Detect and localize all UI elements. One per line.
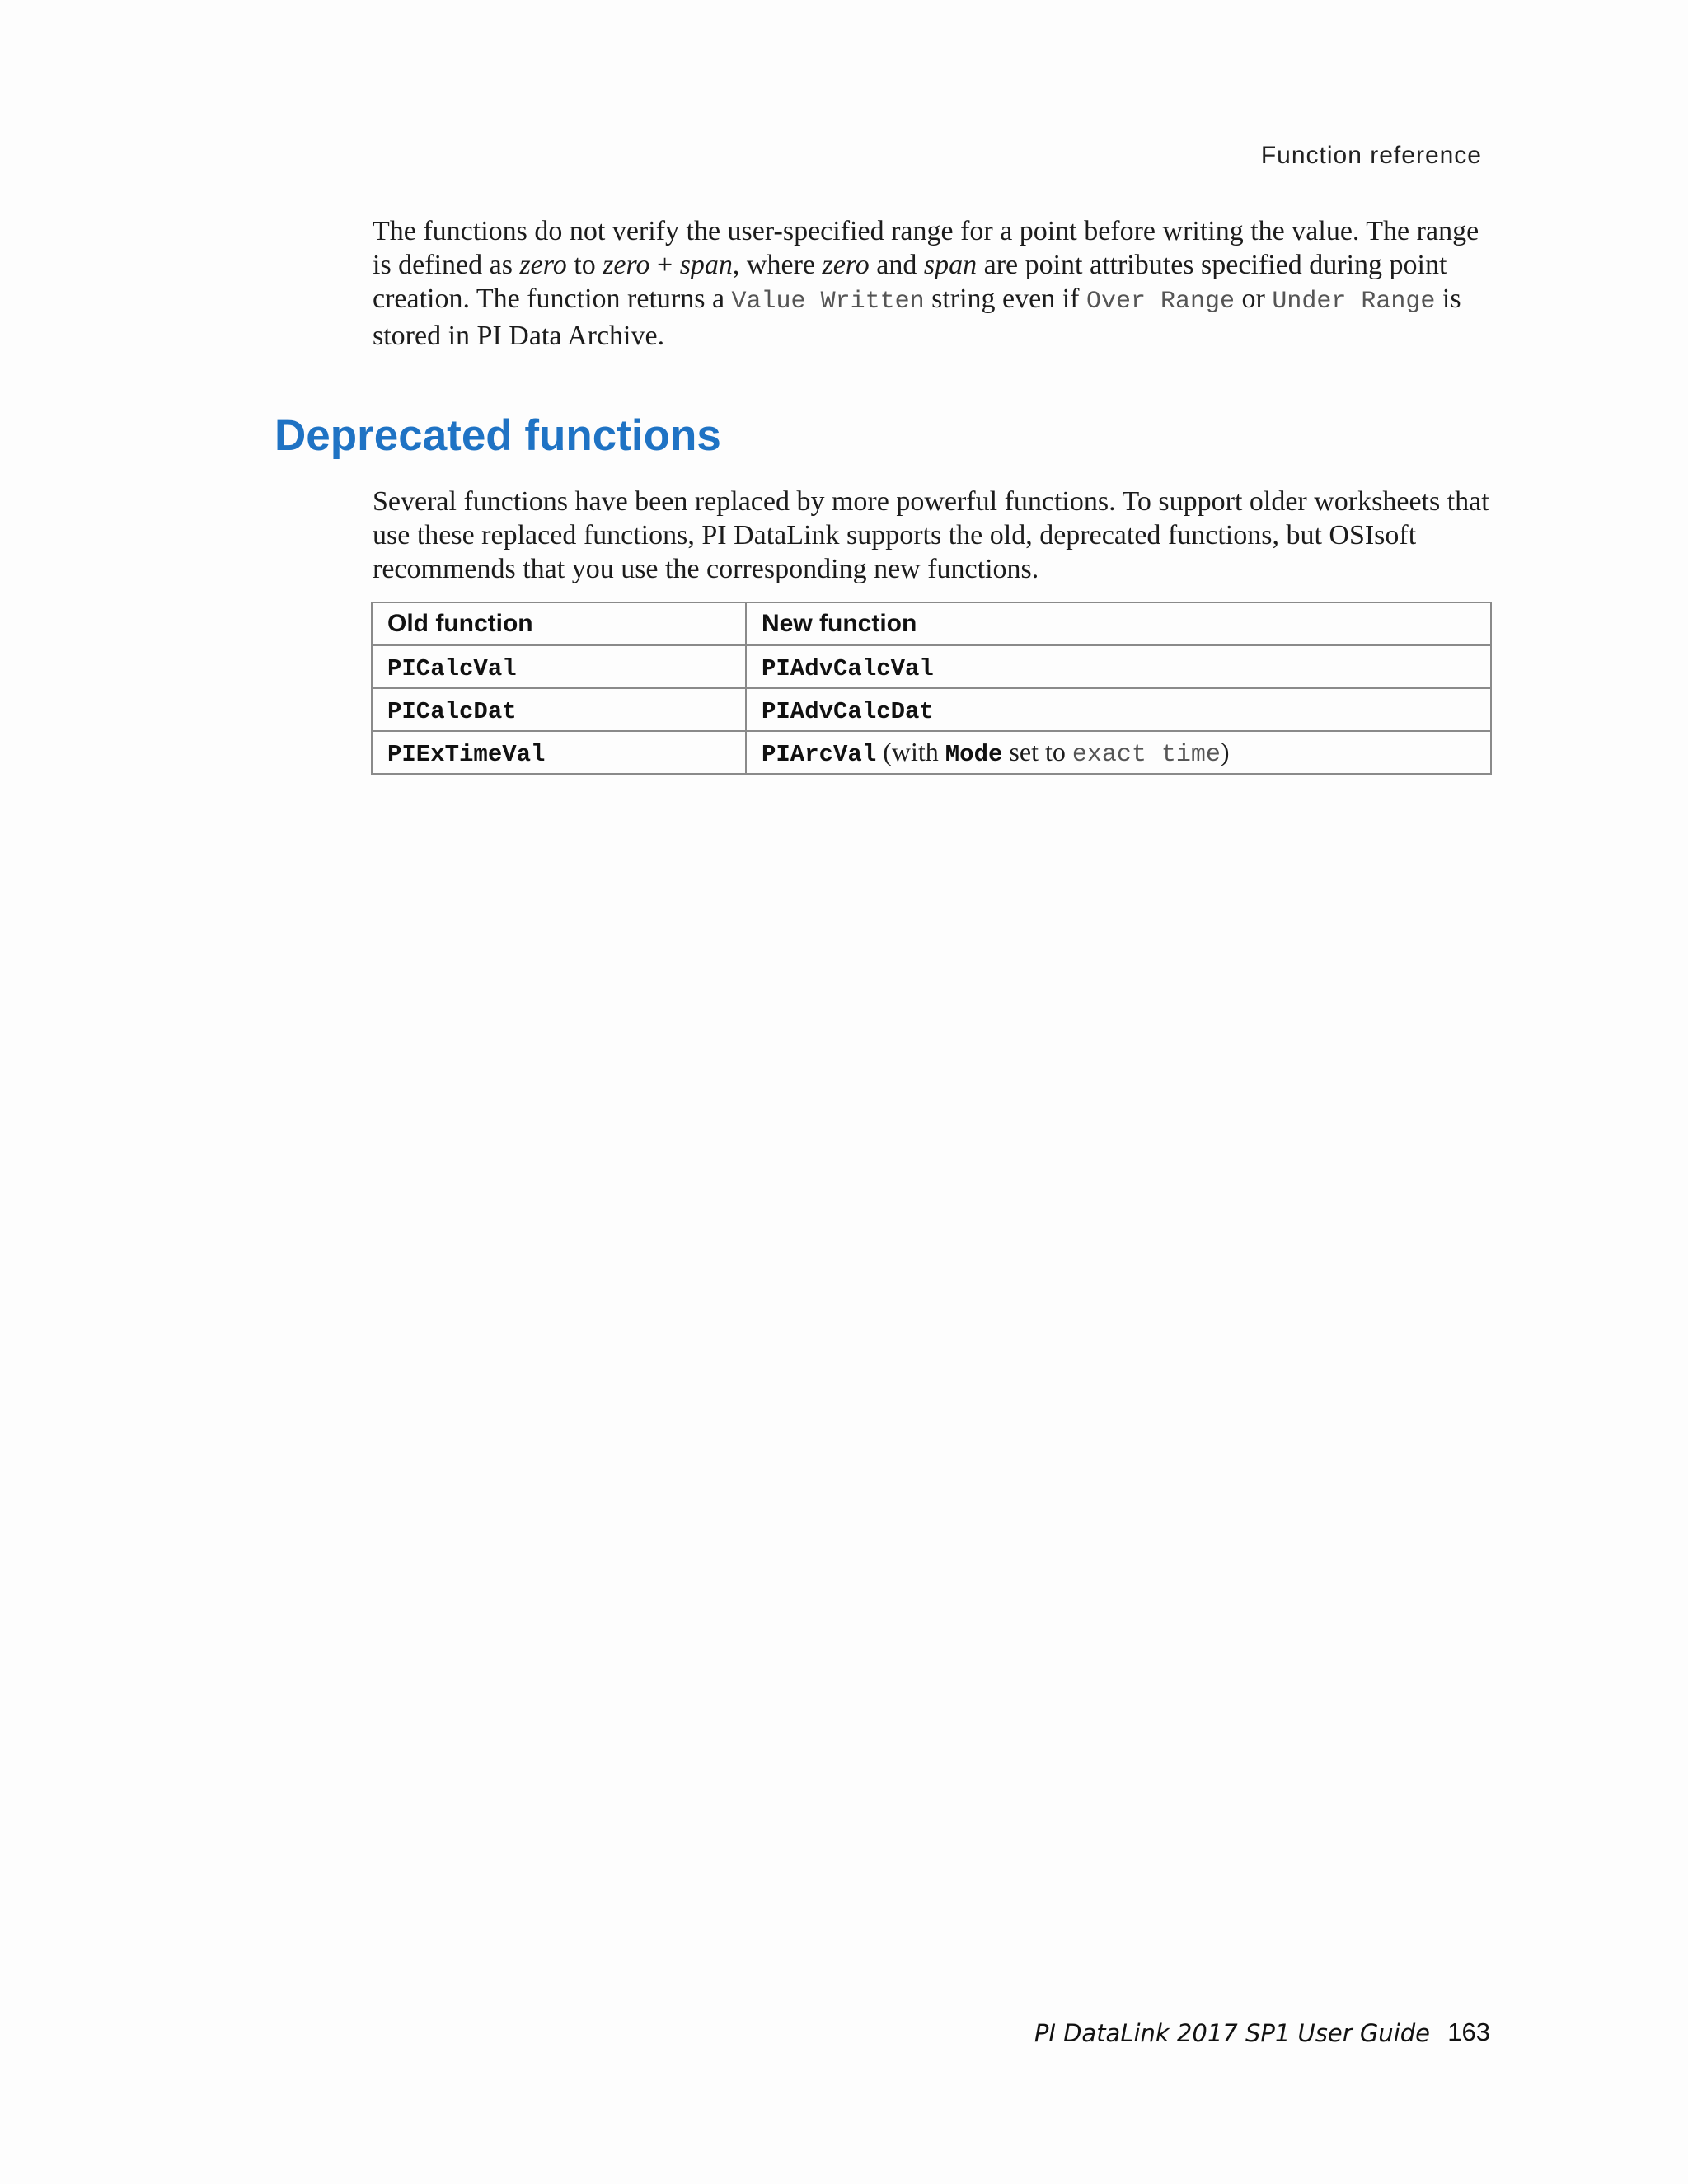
running-header: Function reference bbox=[1260, 142, 1482, 169]
note-text: set to bbox=[1002, 736, 1072, 766]
term-zero: zero bbox=[822, 250, 870, 280]
table-row bbox=[372, 731, 1491, 774]
old-function-name: PICalcVal bbox=[387, 655, 517, 682]
deprecated-functions-table bbox=[371, 602, 1492, 775]
new-function-name: PIAdvCalcDat bbox=[762, 698, 934, 725]
section-description: Several functions have been replaced by more powerful functions. To support older worksheets that use these replaced functions, PI DataLink supports the old, deprecated functions, but OSIsoft recommends that you use the corresponding new functions. bbox=[373, 486, 1489, 584]
note-text: ) bbox=[1220, 736, 1230, 766]
term-zero: zero bbox=[519, 250, 567, 280]
text: or bbox=[1235, 284, 1273, 314]
new-function-cell bbox=[746, 688, 1491, 731]
column-header-new: New function bbox=[746, 602, 1491, 645]
new-function-cell bbox=[746, 731, 1491, 774]
text: and bbox=[869, 250, 924, 280]
table-header-row bbox=[372, 602, 1491, 645]
text: string even if bbox=[924, 284, 1086, 314]
range-note-paragraph bbox=[373, 214, 1493, 353]
parameter-value: exact time bbox=[1071, 740, 1221, 769]
new-function-name: PIArcVal bbox=[762, 740, 877, 768]
text: is stored in PI Data Archive. bbox=[373, 284, 1461, 351]
text: The functions do not verify the user-specified range for a point before writing the value. The range is defined as bbox=[373, 216, 1479, 280]
text: are point attributes specified during point creation. The function returns a bbox=[373, 250, 1447, 314]
code-under-range: Under Range bbox=[1272, 288, 1436, 316]
term-span: span bbox=[923, 250, 978, 280]
parameter-mode: Mode bbox=[945, 740, 1003, 768]
code-value-written: Value Written bbox=[731, 288, 925, 316]
term-zero: zero bbox=[603, 250, 650, 280]
text: , where bbox=[732, 250, 823, 280]
text: + bbox=[649, 250, 680, 280]
section-heading: Deprecated functions bbox=[274, 411, 721, 460]
note-text: (with bbox=[876, 736, 945, 766]
page-number: 163 bbox=[1447, 2018, 1490, 2046]
table-row bbox=[372, 645, 1491, 688]
table-row bbox=[372, 688, 1491, 731]
old-function-name: PIExTimeVal bbox=[387, 741, 546, 768]
old-function-cell bbox=[372, 731, 746, 774]
column-header-old: Old function bbox=[372, 602, 746, 645]
term-span: span bbox=[679, 250, 733, 280]
old-function-cell bbox=[372, 688, 746, 731]
new-function-cell bbox=[746, 645, 1491, 688]
code-over-range: Over Range bbox=[1086, 288, 1236, 316]
footer-guide-title: PI DataLink 2017 SP1 User Guide bbox=[1034, 2019, 1430, 2047]
old-function-name: PICalcDat bbox=[387, 698, 517, 725]
old-function-cell bbox=[372, 645, 746, 688]
new-function-name: PIAdvCalcVal bbox=[762, 655, 934, 682]
text: to bbox=[566, 250, 603, 280]
